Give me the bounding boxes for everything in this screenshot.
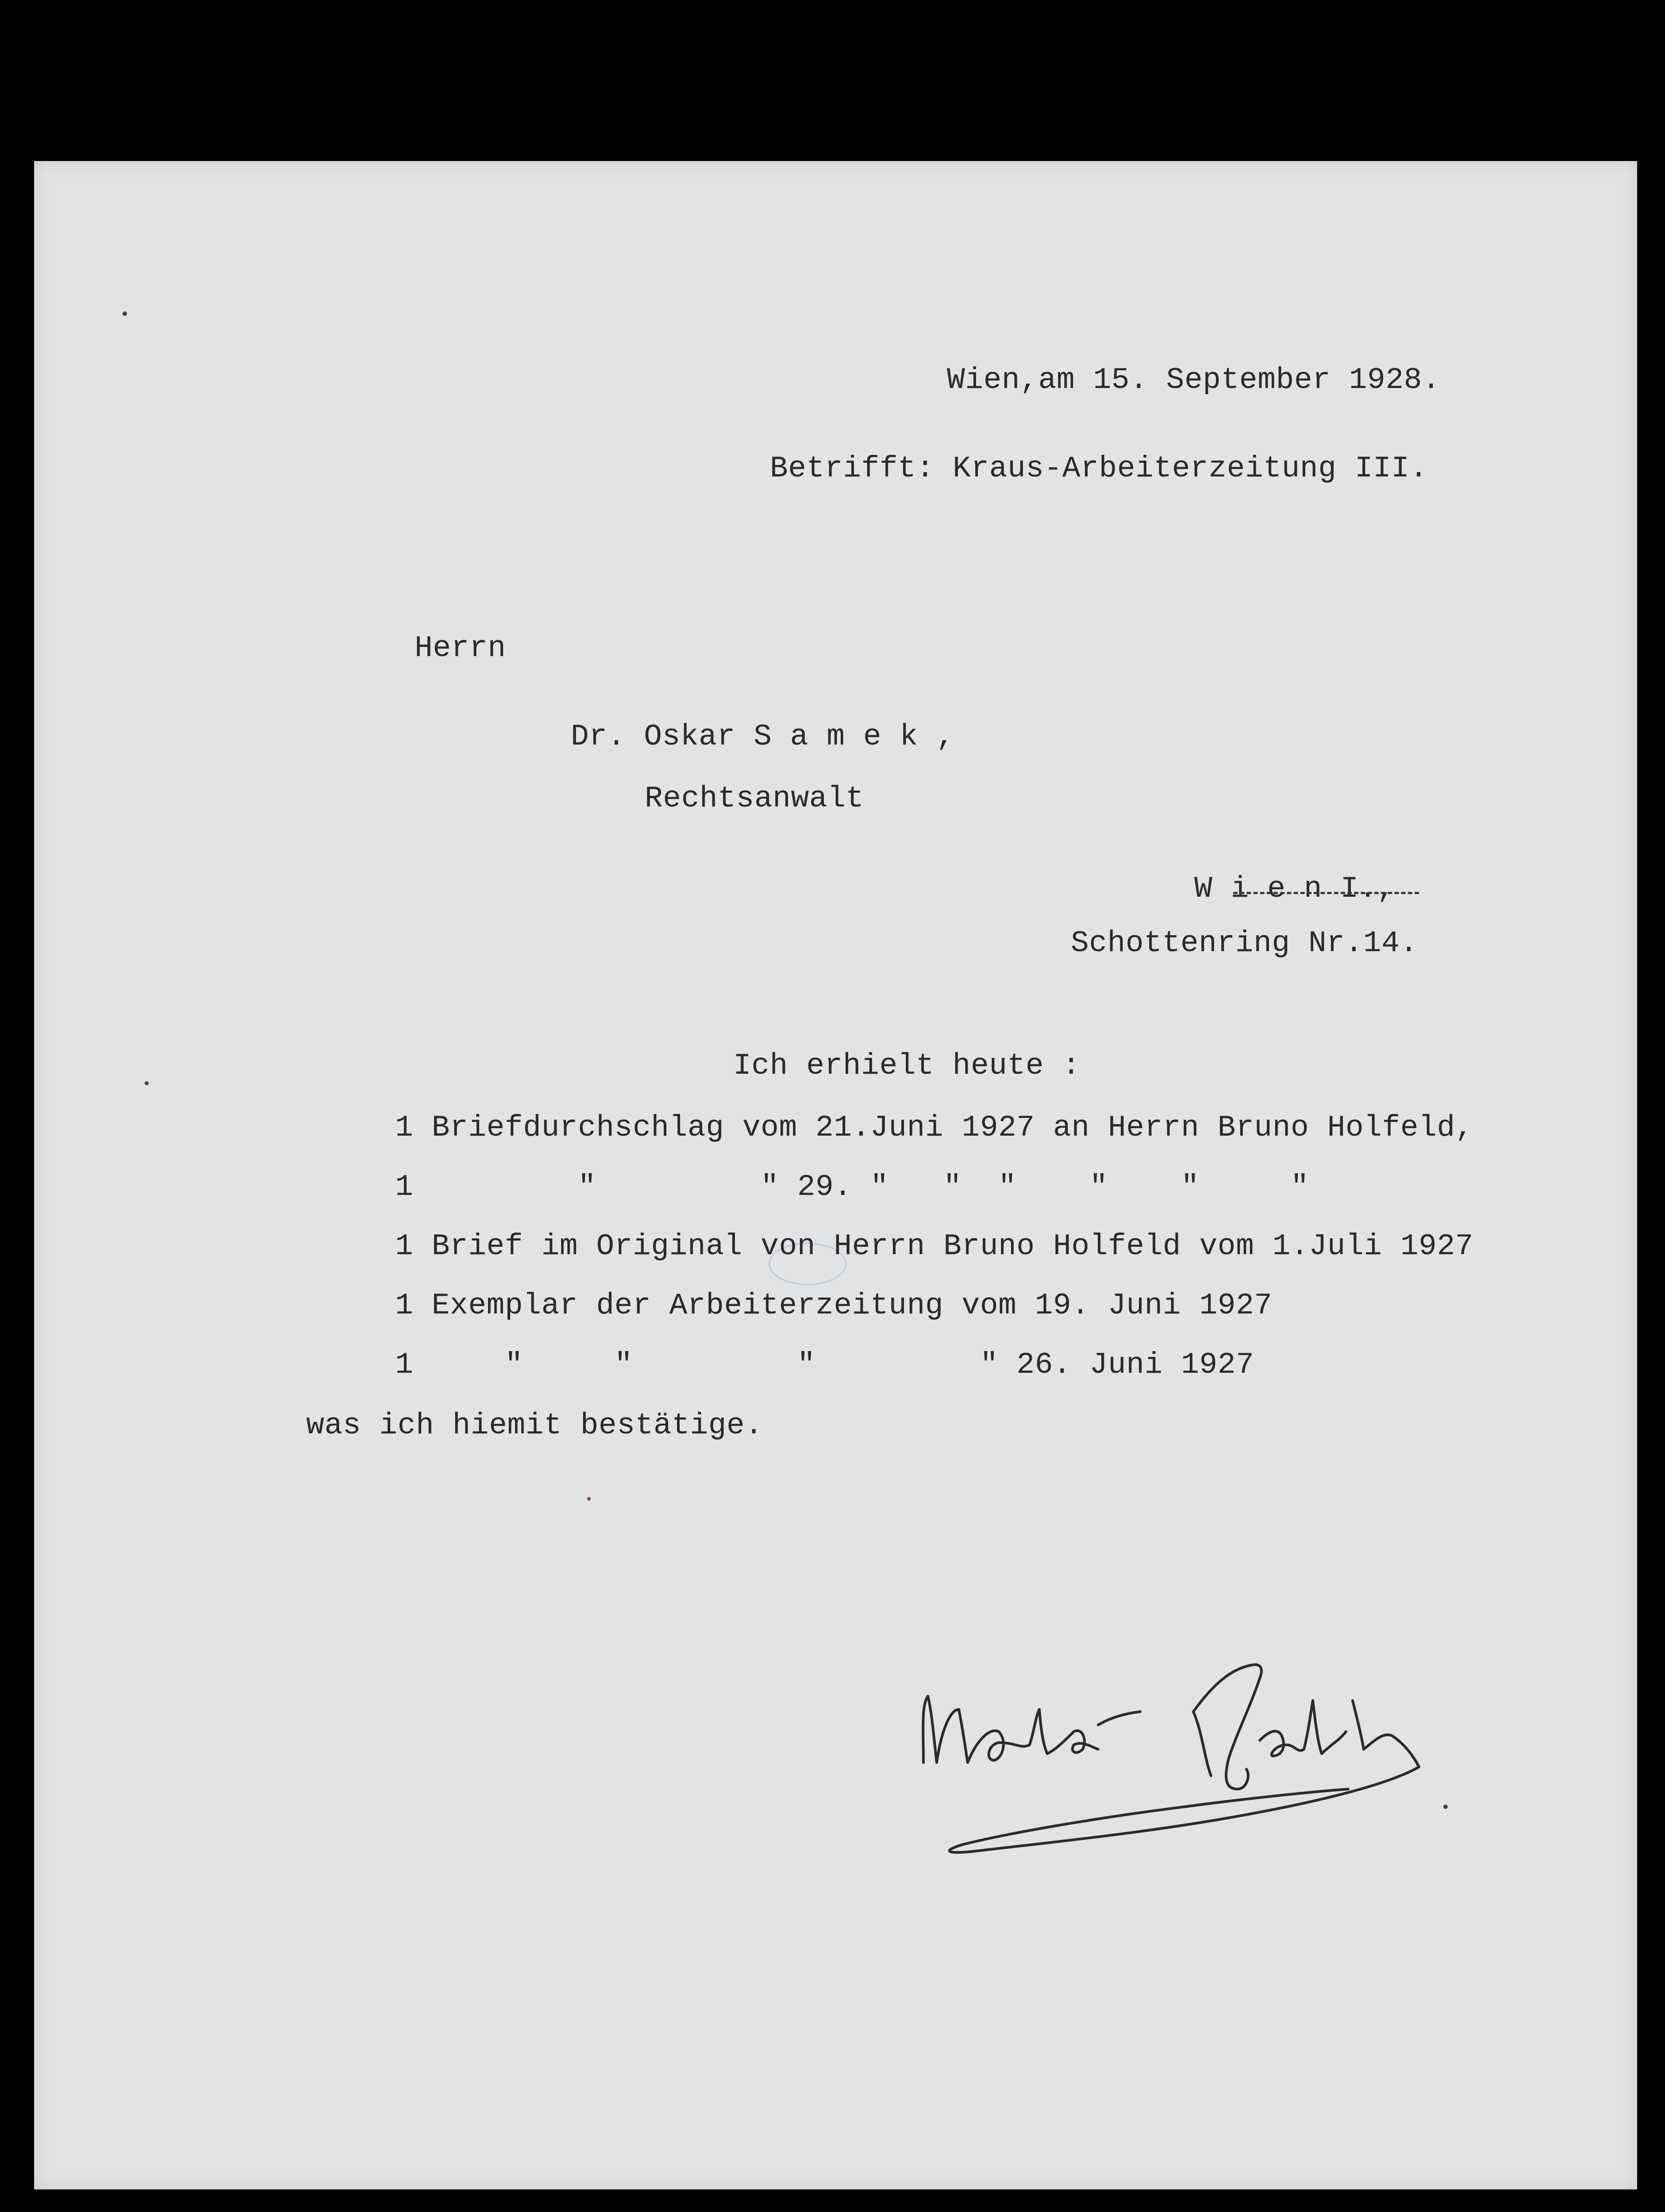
item-line: 1 " " 29. " " " " " " [395,1170,1309,1204]
recipient-title: Rechtsanwalt [645,782,864,816]
recipient-street: Schottenring Nr.14. [1071,926,1418,960]
ink-speck [1443,1805,1448,1809]
ink-speck [587,1497,591,1501]
ink-speck [123,311,127,316]
handwritten-signature [875,1643,1450,1873]
salutation: Herrn [415,631,506,665]
intro-line: Ich erhielt heute : [733,1049,1081,1083]
item-line: 1 Brief im Original von Herrn Bruno Holfeld vom 1.Juli 1927 [395,1229,1474,1263]
subject-line: Betrifft: Kraus-Arbeiterzeitung III. [770,452,1428,486]
closing-line: was ich hiemit bestätige. [306,1409,763,1443]
city-underline [1233,892,1419,894]
recipient-name: Dr. Oskar S a m e k , [571,720,955,754]
ink-speck [145,1081,149,1085]
item-line: 1 Exemplar der Arbeiterzeitung vom 19. Juni 1927 [395,1289,1273,1323]
letter-page [34,161,1637,2189]
item-line: 1 Briefdurchschlag vom 21.Juni 1927 an Herrn Bruno Holfeld, [395,1111,1474,1145]
date-line: Wien,am 15. September 1928. [947,363,1441,397]
item-line: 1 " " " " 26. Juni 1927 [395,1348,1254,1382]
recipient-city: W i e n I., [1194,872,1396,906]
